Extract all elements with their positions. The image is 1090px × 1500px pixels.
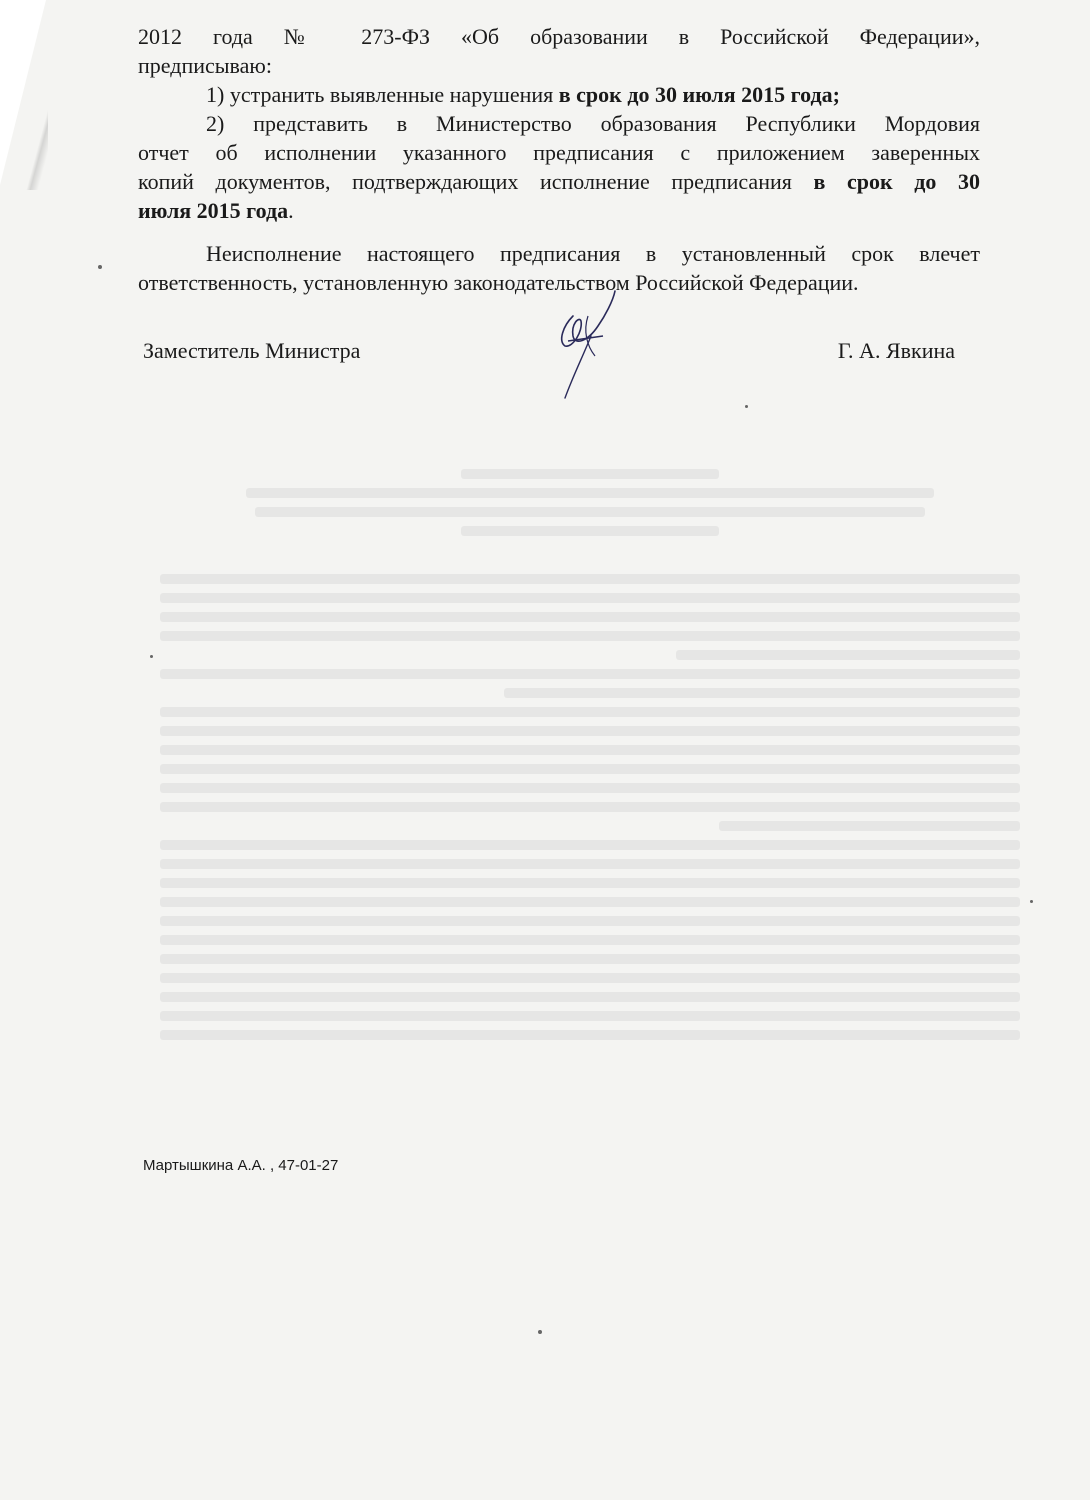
paragraph-line: 2012 года № 273-ФЗ «Об образовании в Российской Федерации»,	[138, 24, 980, 49]
signer-name: Г. А. Явкина	[837, 338, 955, 363]
executor-contact: Мартышкина А.А. , 47-01-27	[143, 1157, 339, 1174]
reverse-side-bleed	[160, 460, 1020, 1360]
paragraph-line: отчет об исполнении указанного предписания с приложением заверенных	[138, 140, 980, 165]
handwritten-signature	[543, 286, 623, 406]
notice-paragraph: Неисполнение настоящего предписания в установленный срок влечет	[206, 241, 980, 266]
paragraph-line: июля 2015 года.	[138, 198, 294, 223]
signer-position: Заместитель Министра	[143, 338, 361, 363]
order-item-1: 1) устранить выявленные нарушения в срок до 30 июля 2015 года;	[206, 82, 840, 107]
folded-corner-shadow	[0, 0, 48, 190]
order-item-2: 2) представить в Министерство образования Республики Мордовия	[206, 111, 980, 136]
paragraph-line: ответственность, установленную законодательством Российской Федерации.	[138, 270, 859, 295]
paragraph-line: предписываю:	[138, 53, 272, 78]
prescription-body	[138, 22, 980, 297]
paragraph-line: копий документов, подтверждающих исполнение предписания в срок до 30	[138, 169, 980, 194]
